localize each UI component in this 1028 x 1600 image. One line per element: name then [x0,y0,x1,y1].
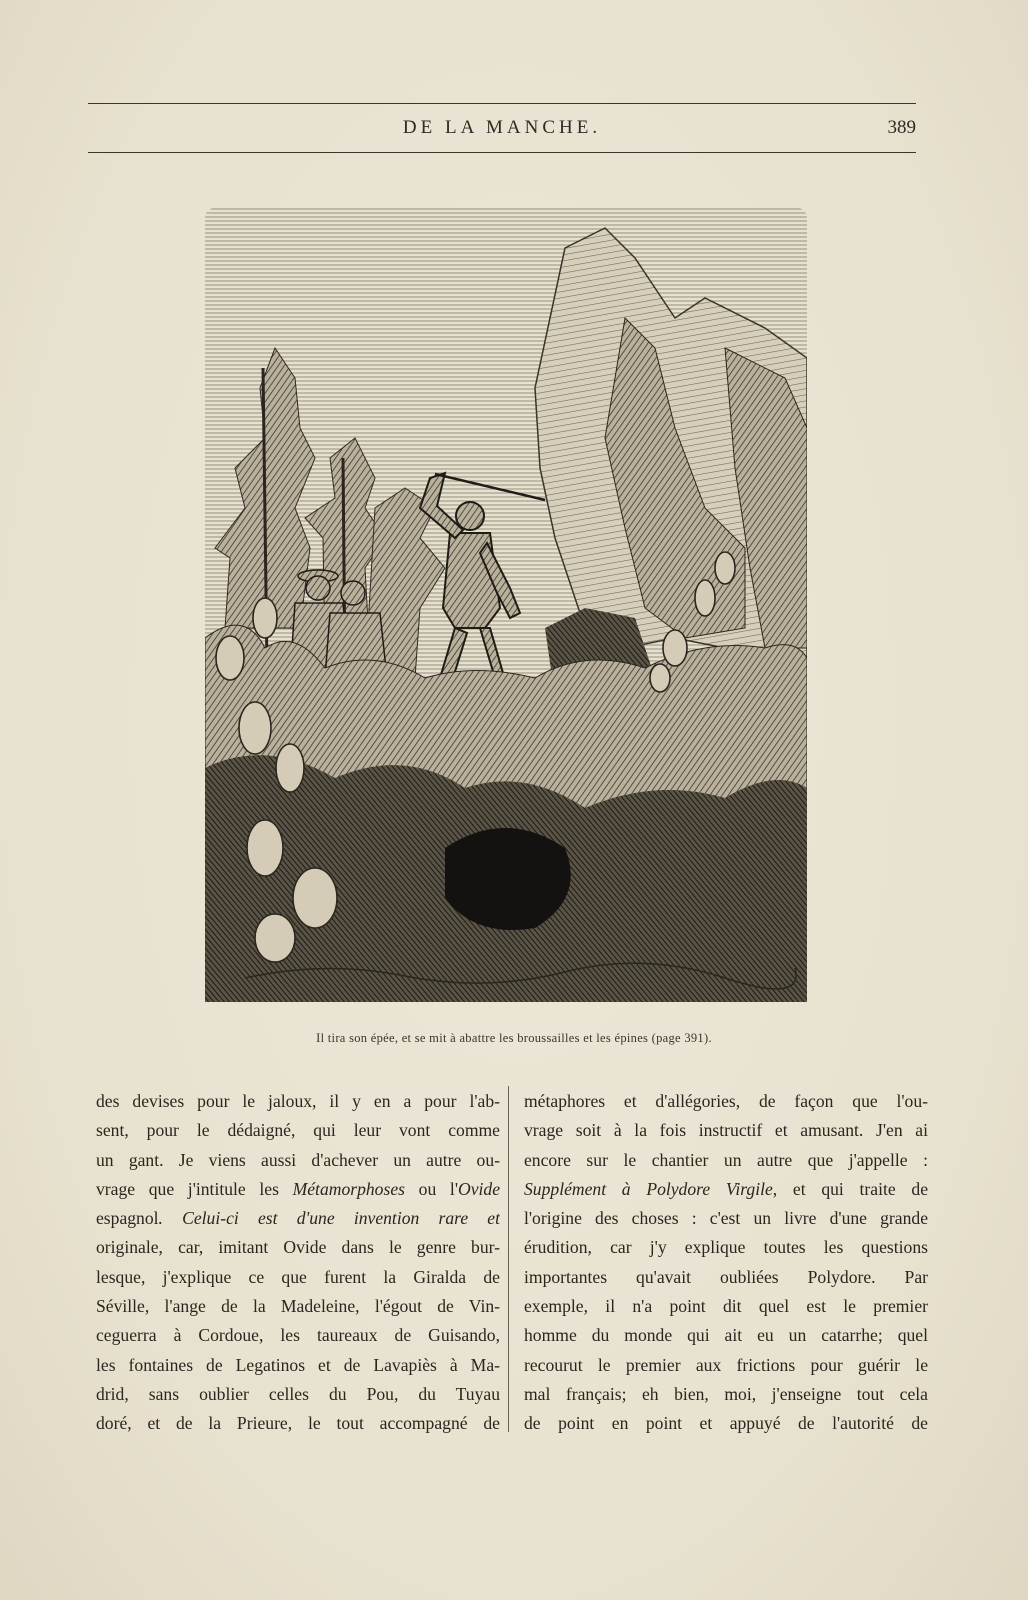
text-line: lesque, j'explique ce que furent la Giralda de [96,1266,500,1287]
header-rule-bottom [88,152,916,153]
text-line: homme du monde qui ait eu un catarrhe; quel [524,1325,928,1346]
text-line: importantes qu'avait oubliées Polydore. Par [524,1266,928,1287]
text-line: un gant. Je viens aussi d'achever un autre ou- [96,1149,500,1170]
page-number: 389 [887,117,916,138]
text-line: Supplément à Polydore Virgile, et qui traite de [524,1178,928,1199]
column-divider [508,1086,509,1432]
text-line: encore sur le chantier un autre que j'appelle : [524,1149,928,1170]
text-line: vrage soit à la fois instructif et amusant. J'en ai [524,1120,928,1141]
text-line: des devises pour le jaloux, il y en a pour l'ab- [96,1091,500,1111]
text-line: espagnol. Celui-ci est d'une invention rare et [96,1208,500,1229]
text-line: ceguerra à Cordoue, les taureaux de Guisando, [96,1325,500,1346]
text-column-left [96,1087,500,1439]
text-line: recourut le premier aux frictions pour guérir le [524,1354,928,1375]
engraving-illustration [205,208,807,1002]
text-line: sent, pour le dédaigné, qui leur vont comme [96,1120,500,1141]
text-line: mal français; eh bien, moi, j'enseigne tout cela [524,1383,928,1404]
running-title: DE LA MANCHE. [402,117,602,138]
text-line: métaphores et d'allégories, de façon que l'ou- [524,1091,928,1111]
text-line: vrage que j'intitule les Métamorphoses ou l'Ovide [96,1178,500,1199]
header-rule-top [88,103,916,104]
text-line: Séville, l'ange de la Madeleine, l'égout de Vin- [96,1296,500,1317]
text-line: les fontaines de Legatinos et de Lavapiès à Ma- [96,1354,500,1375]
text-line: l'origine des choses : c'est un livre d'une grande [524,1208,928,1229]
text-line: exemple, il n'a point dit quel est le premier [524,1296,928,1317]
text-line: de point en point et appuyé de l'autorité de [524,1413,928,1434]
text-line: érudition, car j'y explique toutes les questions [524,1237,928,1258]
illustration-caption: Il tira son épée, et se mit à abattre les broussailles et les épines (page 391). [316,1031,712,1045]
text-line: doré, et de la Prieure, le tout accompagné de [96,1413,500,1434]
text-line: drid, sans oublier celles du Pou, du Tuyau [96,1383,500,1404]
text-column-right [524,1087,928,1439]
text-line: originale, car, imitant Ovide dans le genre bur- [96,1237,500,1258]
